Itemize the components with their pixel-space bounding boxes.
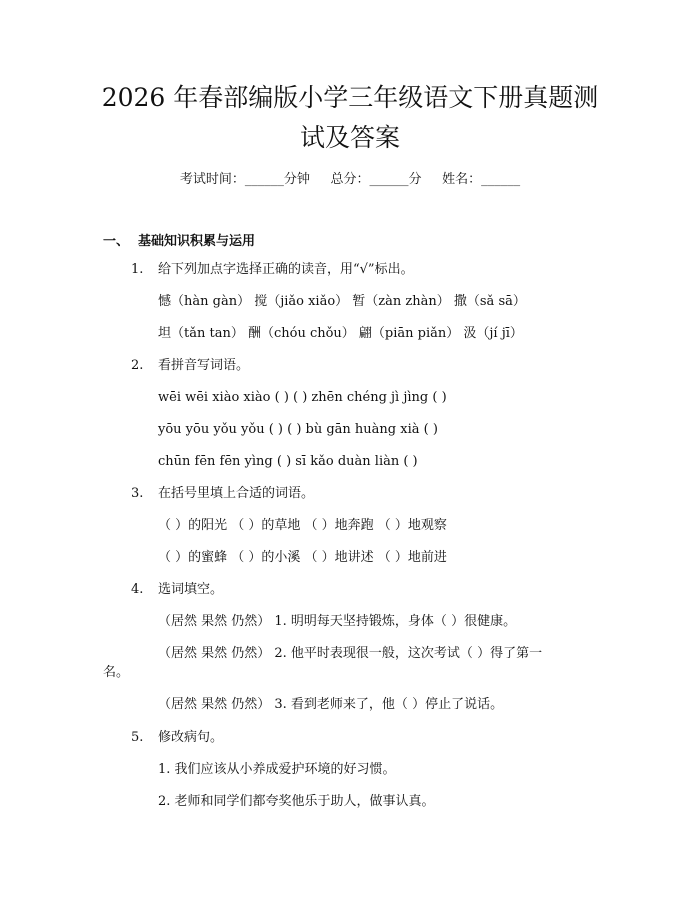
question-3-number: 3.: [131, 486, 144, 501]
title-line-2: 试及答案: [299, 123, 400, 152]
question-5-prompt: 修改病句。: [158, 730, 224, 745]
question-1-row-1: 憾（hàn gàn） 搅（jiǎo xiǎo） 暂（zàn zhàn） 撒（sǎ sā）: [158, 294, 526, 309]
question-4-row-2: （居然 果然 仍然） 2. 他平时表现很一般，这次考试（ ）得了第一: [158, 646, 543, 661]
question-4-row-2-wrap: 名。: [103, 665, 130, 680]
question-5-number: 5.: [131, 730, 144, 745]
question-1-prompt: 给下列加点字选择正确的读音，用“√”标出。: [158, 262, 414, 277]
question-5-row-1: 1. 我们应该从小养成爱护环境的好习惯。: [158, 762, 396, 777]
exam-meta-line: 考试时间：______分钟 总分：______分 姓名：______: [179, 172, 521, 187]
question-2-number: 2.: [131, 358, 144, 373]
question-3-row-1: （ ）的阳光 （ ）的草地 （ ）地奔跑 （ ）地观察: [158, 518, 447, 533]
question-4-prompt: 选词填空。: [158, 582, 224, 597]
question-4-number: 4.: [131, 582, 144, 597]
question-2-prompt: 看拼音写词语。: [158, 358, 250, 373]
question-1-number: 1.: [131, 262, 144, 277]
question-2-row-1: wēi wēi xiào xiào ( ) ( ) zhēn chéng jì jìng ( ): [158, 390, 447, 405]
question-1-row-2: 坦（tǎn tan） 酬（chóu chǒu） 翩（piān piǎn） 汲（jí jī）: [158, 326, 523, 341]
page-title: [90, 78, 610, 158]
title-line-1: 2026 年春部编版小学三年级语文下册真题测: [101, 83, 599, 112]
question-3-row-2: （ ）的蜜蜂 （ ）的小溪 （ ）地讲述 （ ）地前进: [158, 550, 447, 565]
question-2-row-2: yōu yōu yǒu yǒu ( ) ( ) bù gān huàng xià ( ): [158, 422, 438, 437]
question-4-row-1: （居然 果然 仍然） 1. 明明每天坚持锻炼，身体（ ）很健康。: [158, 614, 517, 629]
question-2-row-3: chūn fēn fēn yìng ( ) sī kǎo duàn liàn ( ): [158, 454, 418, 469]
question-3-prompt: 在括号里填上合适的词语。: [158, 486, 315, 501]
question-5-row-2: 2. 老师和同学们都夸奖他乐于助人，做事认真。: [158, 794, 435, 809]
section-heading-1: 一、 基础知识积累与运用: [103, 234, 256, 249]
question-4-row-3: （居然 果然 仍然） 3. 看到老师来了，他（ ）停止了说话。: [158, 697, 504, 712]
